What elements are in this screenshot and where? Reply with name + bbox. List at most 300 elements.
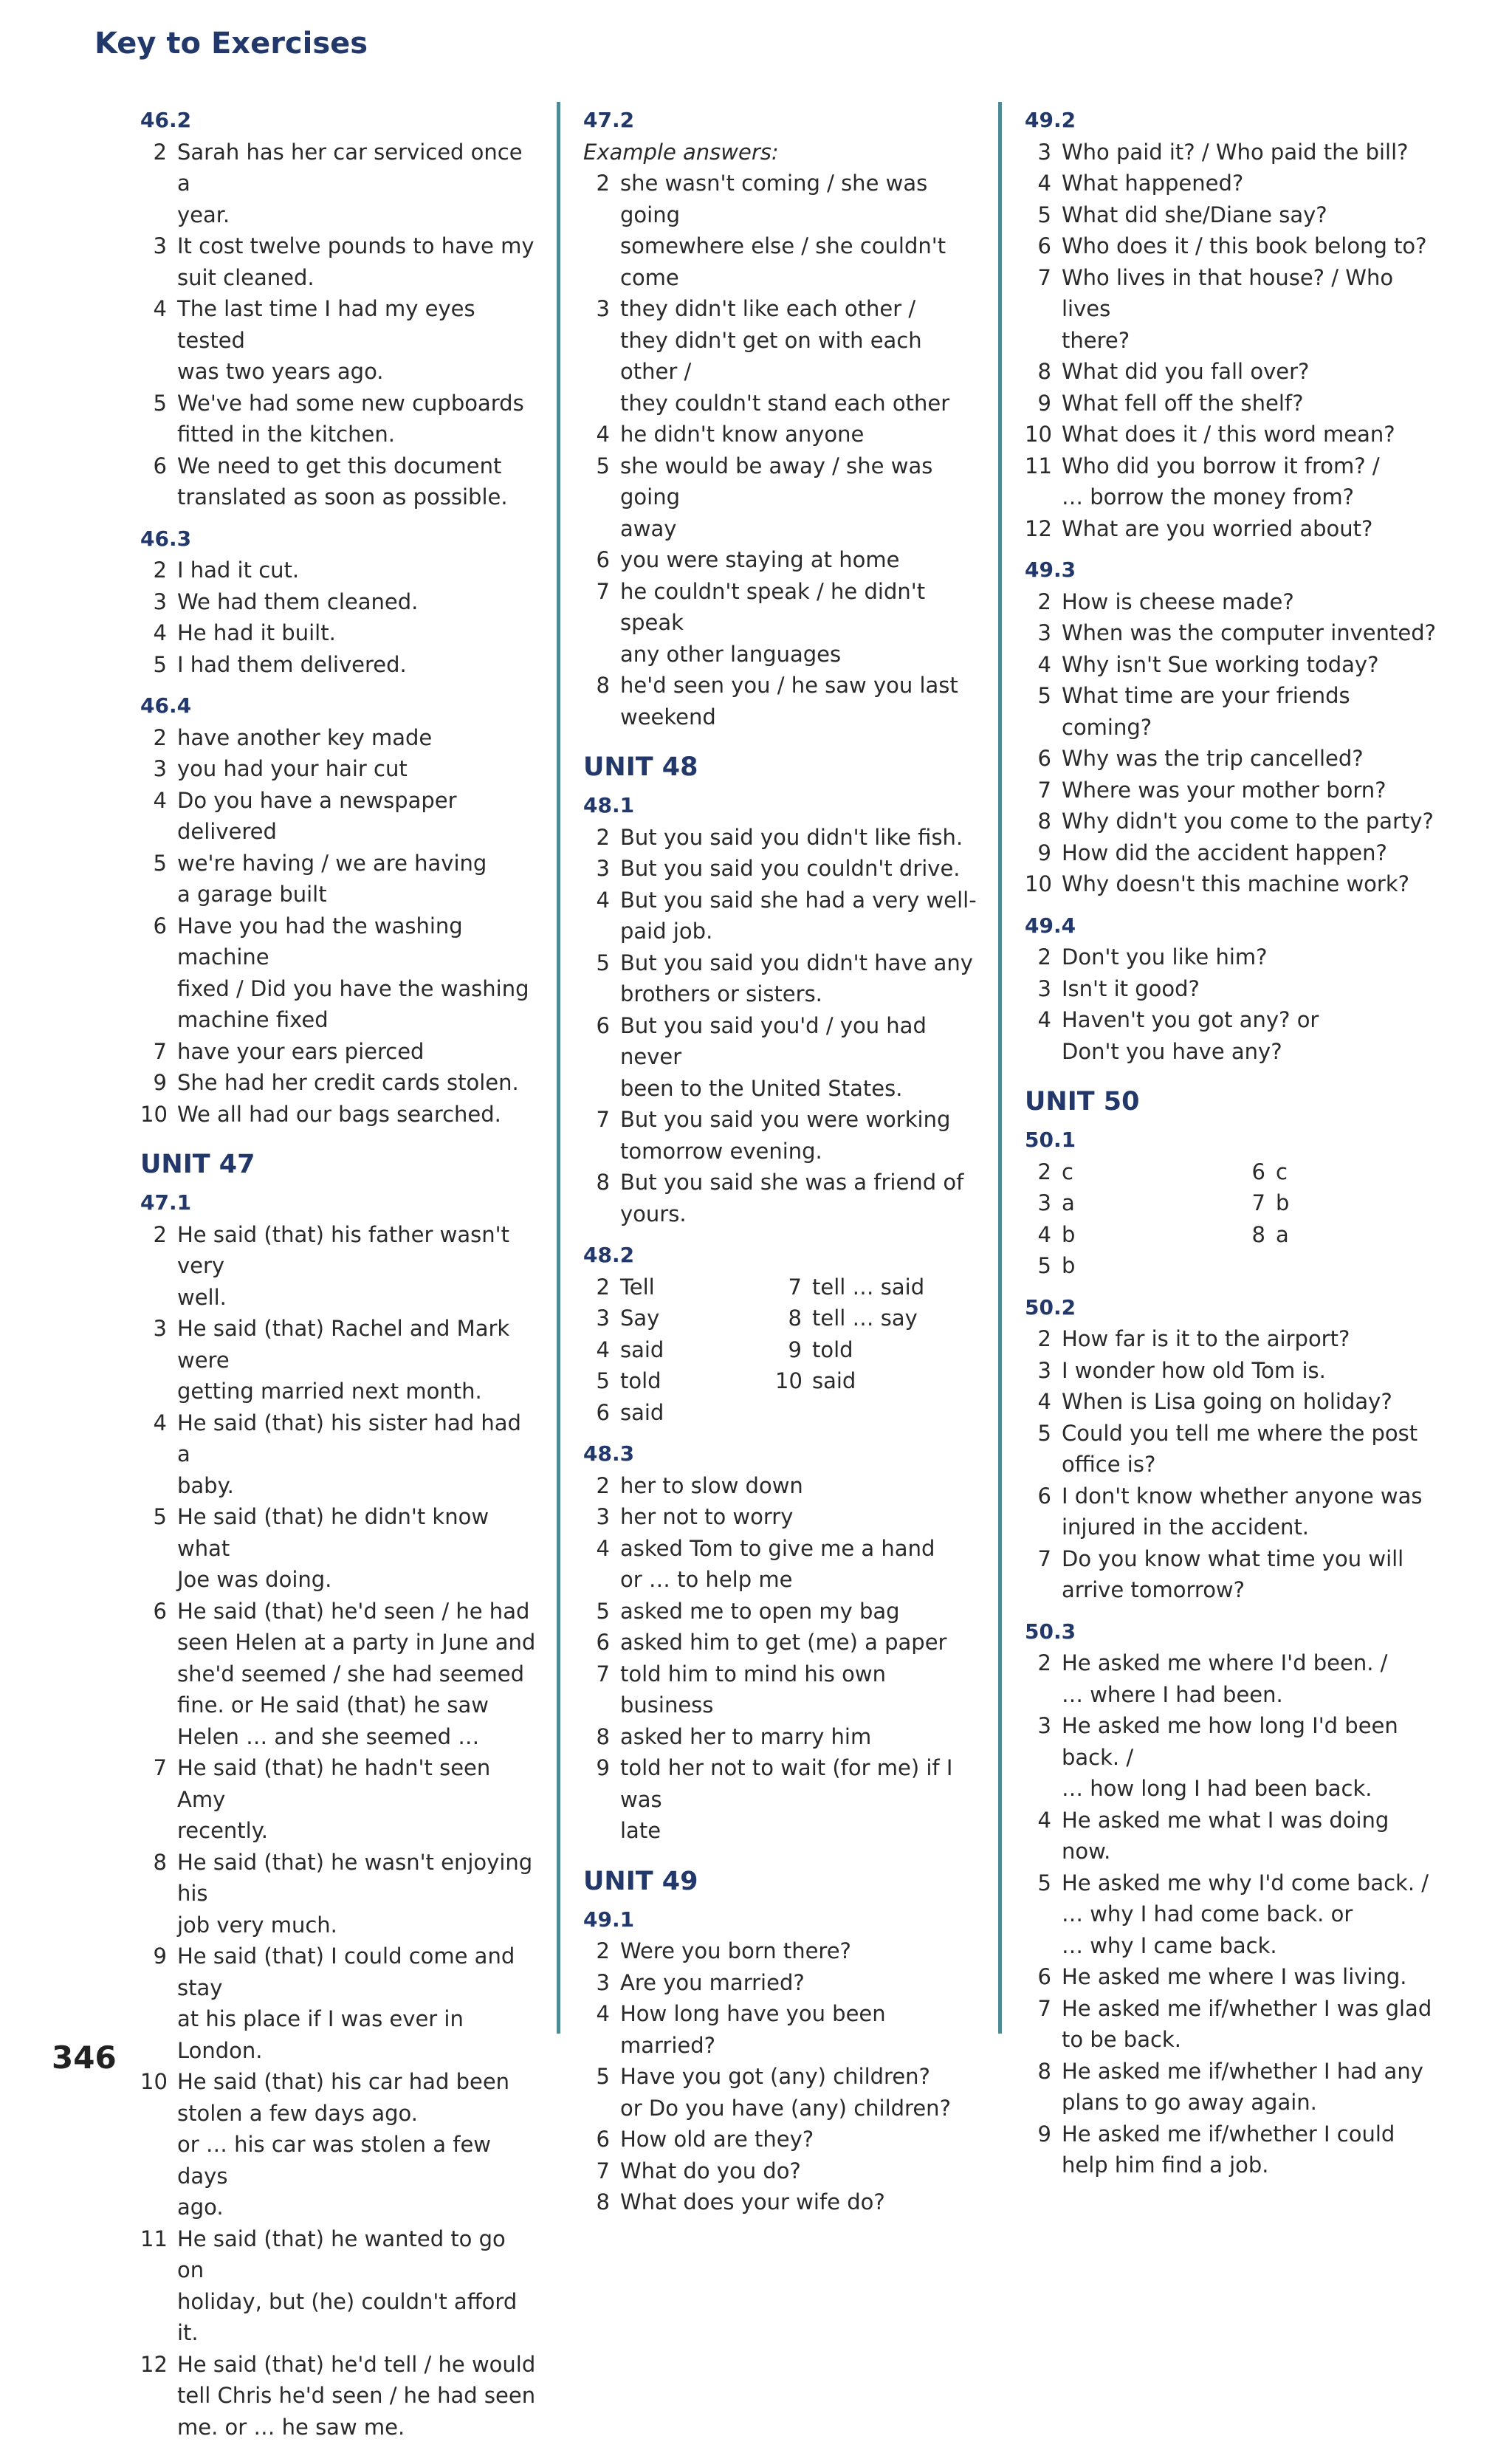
- answer-text: I don't know whether anyone was: [1062, 1483, 1423, 1509]
- answer-text: help him find a job.: [1062, 2152, 1269, 2178]
- answer-text: her to slow down: [620, 1472, 803, 1498]
- answer-number: [1025, 481, 1062, 513]
- answer-text: What time are your friends coming?: [1062, 683, 1350, 740]
- answer-line: [140, 617, 539, 649]
- answer-text: Who did you borrow it from? /: [1062, 453, 1380, 478]
- answer-text: Do you have a newspaper delivered: [177, 787, 457, 844]
- answer-column-left: [1025, 1156, 1239, 1282]
- answer-line: [140, 1376, 539, 1407]
- answer-text: What are you worried about?: [1062, 515, 1373, 541]
- answer-text: job very much.: [177, 1912, 337, 1938]
- answer-line: [140, 2066, 539, 2098]
- exercise-number: 50.1: [1025, 1128, 1076, 1152]
- answer-text: He asked me if/whether I had any: [1062, 2058, 1423, 2084]
- answer-line: [140, 2129, 539, 2192]
- answer-line: [583, 1010, 982, 1073]
- answer-text: fine. or He said (that) he saw: [177, 1692, 489, 1718]
- answer-line: [583, 544, 982, 576]
- answer-text: they didn't get on with each other /: [620, 327, 922, 384]
- answer-number: 9: [153, 1070, 167, 1095]
- answer-line: [140, 2003, 539, 2066]
- answer-text: fitted in the kitchen.: [177, 422, 395, 447]
- answer-number: [140, 1627, 177, 1658]
- exercise-number: 47.1: [140, 1190, 192, 1215]
- answer-number: 12: [1025, 515, 1052, 541]
- answer-line: [583, 1501, 982, 1533]
- answer-number: 6: [596, 547, 610, 572]
- answer-number: [583, 701, 620, 733]
- answer-number: 10: [1025, 871, 1052, 896]
- answer-line: [1025, 1036, 1438, 1068]
- answer-line: [140, 1627, 539, 1658]
- answer-column-right: [1239, 1156, 1453, 1282]
- answer-line: [1025, 617, 1438, 649]
- answer-number: 4: [153, 787, 167, 813]
- answer-line: [1025, 356, 1438, 388]
- answer-line: [583, 419, 982, 450]
- answer-number: [140, 1815, 177, 1847]
- answer-number: [1025, 1679, 1062, 1711]
- answer-number: 5: [1037, 202, 1051, 227]
- answer-number: 9: [788, 1337, 802, 1362]
- answer-number: [583, 388, 620, 419]
- answer-line: [1025, 1156, 1239, 1188]
- answer-text: Why doesn't this machine work?: [1062, 871, 1410, 896]
- answer-line: [583, 916, 982, 947]
- answer-text: or … to help me: [620, 1567, 793, 1592]
- answer-text: … why I came back.: [1062, 1932, 1277, 1958]
- answer-text: Who lives in that house? / Who lives: [1062, 264, 1394, 321]
- answer-line: [1025, 513, 1438, 545]
- answer-number: 3: [596, 296, 610, 321]
- answer-line: [140, 2098, 539, 2130]
- answer-number: 3: [1037, 1357, 1051, 1383]
- answer-number: [583, 513, 620, 545]
- answer-text: she'd seemed / she had seemed: [177, 1661, 525, 1687]
- answer-text: What does it / this word mean?: [1062, 422, 1395, 447]
- answer-number: 11: [140, 2226, 168, 2251]
- answer-number: 3: [153, 233, 167, 258]
- exercise-48-2: [583, 1240, 982, 1428]
- answer-line: [1025, 806, 1438, 837]
- answer-number: 4: [1037, 1807, 1051, 1833]
- answer-line: [140, 1067, 539, 1099]
- answer-number: 8: [596, 673, 610, 698]
- exercise-50-2: [1025, 1292, 1438, 1606]
- exercise-number: 46.4: [140, 693, 192, 718]
- answer-line: [1025, 1187, 1239, 1219]
- answer-number: 6: [153, 1598, 167, 1624]
- answer-number: [140, 1282, 177, 1314]
- answer-line: [140, 2412, 539, 2443]
- answer-line: [1025, 1679, 1438, 1711]
- answer-text: Isn't it good?: [1062, 975, 1200, 1001]
- answer-text: He asked me if/whether I was glad: [1062, 1995, 1432, 2021]
- answer-line: [1025, 2118, 1438, 2150]
- answer-number: 6: [596, 1012, 610, 1038]
- answer-number: [1025, 2087, 1062, 2118]
- answer-text: … where I had been.: [1062, 1681, 1283, 1707]
- answer-line: [1025, 649, 1438, 681]
- answer-line: [583, 2155, 982, 2187]
- answer-number: 3: [153, 1316, 167, 1341]
- answer-line: [583, 325, 982, 388]
- answer-line: [1025, 419, 1438, 450]
- column-divider-2: [998, 102, 1002, 2034]
- answer-text: He said (that) his car had been: [177, 2069, 510, 2094]
- answer-number: [1025, 1898, 1062, 1930]
- answer-text: brothers or sisters.: [620, 981, 822, 1006]
- answer-text: He had it built.: [177, 620, 336, 645]
- answer-number: [583, 325, 620, 388]
- answer-line: [583, 2061, 982, 2093]
- answer-line: [1025, 230, 1438, 262]
- answer-line: [140, 1407, 539, 1470]
- answer-line: [583, 701, 982, 733]
- answer-number: 8: [1037, 809, 1051, 834]
- answer-line: [140, 2380, 539, 2412]
- answer-line: [583, 2186, 982, 2218]
- answer-text: I wonder how old Tom is.: [1062, 1357, 1326, 1383]
- answer-text: Sarah has her car serviced once a: [177, 139, 523, 196]
- answer-number: 4: [153, 1410, 167, 1435]
- answer-text: suit cleaned.: [177, 264, 315, 290]
- answer-line: [140, 848, 539, 879]
- answer-text: He asked me where I was living.: [1062, 1964, 1407, 1989]
- answer-line: [1239, 1219, 1453, 1251]
- answer-line: [140, 2286, 539, 2349]
- answer-text: When was the computer invented?: [1062, 620, 1437, 645]
- answer-text: I had them delivered.: [177, 651, 407, 677]
- answer-text: or Do you have (any) children?: [620, 2095, 951, 2121]
- answer-line: [583, 1136, 982, 1167]
- exercise-number: 49.3: [1025, 558, 1076, 582]
- answer-line: [140, 481, 539, 513]
- answer-text: What fell off the shelf?: [1062, 390, 1304, 416]
- answer-text: you had your hair cut: [177, 756, 408, 781]
- answer-text: Why didn't you come to the party?: [1062, 809, 1434, 834]
- answer-number: [140, 2098, 177, 2130]
- answer-number: [140, 879, 177, 910]
- answer-line: [140, 262, 539, 294]
- answer-number: 8: [596, 1723, 610, 1749]
- answer-number: 2: [1037, 589, 1051, 614]
- answer-line: [583, 450, 982, 513]
- answer-text: arrive tomorrow?: [1062, 1577, 1245, 1602]
- answer-number: 7: [596, 578, 610, 604]
- answer-text: How far is it to the airport?: [1062, 1326, 1350, 1351]
- answer-number: [1025, 1773, 1062, 1805]
- answer-line: [140, 1689, 539, 1721]
- answer-number: 4: [1037, 1221, 1051, 1247]
- exercise-number: 46.2: [140, 108, 192, 132]
- answer-number: 7: [788, 1274, 802, 1300]
- answer-grid: [583, 1272, 982, 1429]
- answer-text: But you said she had a very well-: [620, 887, 977, 913]
- answer-text: We've had some new cupboards: [177, 390, 524, 416]
- answer-number: 6: [596, 2127, 610, 2152]
- answer-number: 5: [1037, 1420, 1051, 1446]
- answer-line: [583, 1564, 982, 1596]
- answer-text: said: [812, 1368, 856, 1393]
- exercise-49-2: [1025, 105, 1438, 544]
- answer-text: What did you fall over?: [1062, 359, 1310, 384]
- answer-text: b: [1276, 1190, 1290, 1215]
- answer-line: [140, 356, 539, 388]
- exercise-number: 50.2: [1025, 1294, 1076, 1320]
- answer-number: [140, 2003, 177, 2066]
- answer-line: [1025, 1250, 1239, 1282]
- exercise-48-3: [583, 1438, 982, 1847]
- answer-line: [1025, 2056, 1438, 2087]
- answer-number: [1025, 2024, 1062, 2056]
- answer-line: [583, 1167, 982, 1198]
- answer-text: ago.: [177, 2195, 224, 2220]
- column-3: [1025, 105, 1438, 2192]
- answer-text: He asked me why I'd come back. /: [1062, 1870, 1429, 1896]
- answer-text: c: [1062, 1159, 1073, 1184]
- answer-text: … borrow the money from?: [1062, 484, 1355, 510]
- answer-text: been to the United States.: [620, 1075, 903, 1101]
- answer-number: 3: [1037, 620, 1051, 645]
- answer-text: a: [1276, 1221, 1289, 1247]
- answer-number: 7: [153, 1755, 167, 1780]
- answer-text: What does your wife do?: [620, 2189, 885, 2214]
- answer-number: 5: [596, 1368, 610, 1393]
- exercise-number: 49.4: [1025, 913, 1076, 938]
- answer-number: [583, 1564, 620, 1596]
- answer-line: [583, 1303, 775, 1334]
- answer-number: 2: [153, 558, 167, 583]
- answer-line: [583, 1596, 982, 1627]
- answer-line: [1025, 1574, 1438, 1606]
- answer-line: [140, 137, 539, 199]
- answer-number: 5: [1037, 1253, 1051, 1278]
- answer-line: [583, 1365, 775, 1397]
- exercise-number: 48.2: [583, 1243, 635, 1267]
- answer-line: [1025, 837, 1438, 869]
- answer-line: [140, 1910, 539, 1941]
- answer-text: We need to get this document: [177, 453, 502, 478]
- answer-number: [583, 1073, 620, 1105]
- answer-line: [583, 978, 982, 1010]
- answer-number: 4: [596, 422, 610, 447]
- answer-text: asked her to marry him: [620, 1723, 872, 1749]
- answer-number: 8: [1251, 1221, 1265, 1247]
- answer-number: 8: [153, 1849, 167, 1875]
- answer-text: yours.: [620, 1201, 687, 1226]
- answer-text: year.: [177, 202, 230, 227]
- answer-text: recently.: [177, 1818, 268, 1843]
- answer-text: she wasn't coming / she was going: [620, 171, 928, 227]
- answer-number: [1025, 325, 1062, 357]
- answer-number: 5: [153, 1504, 167, 1529]
- answer-line: [583, 885, 982, 916]
- page-number: 346: [52, 2039, 117, 2076]
- answer-text: Were you born there?: [620, 1938, 851, 1963]
- answer-number: 10: [1025, 422, 1052, 447]
- answer-text: But you said you'd / you had never: [620, 1012, 927, 1069]
- answer-text: Who does it / this book belong to?: [1062, 233, 1427, 258]
- answer-number: [140, 2286, 177, 2349]
- answer-number: 5: [596, 1598, 610, 1624]
- answer-line: [140, 879, 539, 910]
- answer-number: 5: [1037, 1870, 1051, 1896]
- answer-line: [1025, 1418, 1438, 1450]
- answer-number: 7: [1037, 1995, 1051, 2021]
- answer-number: 3: [1037, 1713, 1051, 1738]
- answer-text: we're having / we are having: [177, 850, 487, 876]
- answer-line: [140, 2192, 539, 2223]
- answer-line: [583, 1272, 775, 1303]
- answer-line: [583, 1104, 982, 1136]
- answer-text: away: [620, 515, 677, 541]
- exercise-number: 49.2: [1025, 108, 1076, 132]
- answer-text: they couldn't stand each other: [620, 390, 950, 416]
- answer-line: [775, 1334, 967, 1366]
- answer-line: [1025, 1219, 1239, 1251]
- answer-text: Could you tell me where the post: [1062, 1420, 1418, 1446]
- answer-line: [583, 1533, 982, 1565]
- answer-number: 2: [153, 139, 167, 165]
- answer-text: a: [1062, 1190, 1075, 1215]
- answer-line: [1025, 1647, 1438, 1679]
- answer-line: [583, 513, 982, 545]
- answer-text: We all had our bags searched.: [177, 1101, 501, 1127]
- answer-text: He said (that) he didn't know what: [177, 1504, 489, 1561]
- answer-number: [140, 2192, 177, 2223]
- answer-number: 2: [153, 1221, 167, 1247]
- answer-number: 2: [596, 1938, 610, 1963]
- exercise-46-2: [140, 105, 539, 513]
- unit-47-heading: UNIT 47: [140, 1150, 255, 1179]
- answer-number: 8: [1037, 359, 1051, 384]
- answer-line: [1025, 2024, 1438, 2056]
- answer-line: [583, 230, 982, 293]
- answer-line: [140, 230, 539, 262]
- answer-line: [583, 1721, 982, 1753]
- answer-line: [140, 649, 539, 681]
- answer-text: Do you know what time you will: [1062, 1545, 1404, 1571]
- answer-number: [583, 1136, 620, 1167]
- answer-number: 7: [1037, 777, 1051, 803]
- answer-line: [583, 2093, 982, 2124]
- answer-number: 5: [596, 950, 610, 975]
- answer-text: seen Helen at a party in June and: [177, 1630, 536, 1655]
- answer-line: [1025, 1898, 1438, 1930]
- answer-number: 6: [153, 453, 167, 478]
- answer-number: 8: [596, 1170, 610, 1195]
- column-1: [140, 105, 539, 2453]
- answer-text: How long have you been married?: [620, 2001, 886, 2058]
- answer-line: [140, 1752, 539, 1815]
- answer-number: 2: [596, 1274, 610, 1300]
- answer-text: said: [620, 1337, 664, 1362]
- answer-text: said: [620, 1399, 664, 1425]
- answer-text: Helen … and she seemed …: [177, 1723, 480, 1749]
- answer-text: somewhere else / she couldn't come: [620, 233, 946, 290]
- answer-line: [140, 419, 539, 450]
- exercise-49-4: [1025, 910, 1438, 1068]
- answer-number: [140, 1470, 177, 1502]
- answer-text: He asked me if/whether I could: [1062, 2121, 1395, 2147]
- answer-text: they didn't like each other /: [620, 296, 916, 321]
- answer-line: [140, 586, 539, 618]
- answer-number: 7: [596, 1661, 610, 1687]
- answer-text: But you said she was a friend of: [620, 1170, 964, 1195]
- answer-grid: [1025, 1156, 1438, 1282]
- answer-number: [140, 1910, 177, 1941]
- answer-number: 6: [153, 913, 167, 939]
- answer-line: [1025, 450, 1438, 482]
- answer-number: 2: [596, 171, 610, 196]
- column-2: [583, 105, 982, 2229]
- answer-number: [583, 978, 620, 1010]
- answer-line: [583, 576, 982, 639]
- answer-text: b: [1062, 1221, 1076, 1247]
- answer-number: 9: [1037, 840, 1051, 865]
- answer-number: 4: [596, 1535, 610, 1561]
- answer-number: 12: [140, 2351, 168, 2377]
- answer-line: [583, 1752, 982, 1815]
- answer-text: Who paid it? / Who paid the bill?: [1062, 139, 1409, 165]
- answer-text: Don't you have any?: [1062, 1038, 1282, 1064]
- answer-number: 9: [153, 1943, 167, 1969]
- answer-line: [140, 1596, 539, 1627]
- unit-48-heading: UNIT 48: [583, 752, 698, 782]
- answer-line: [1025, 1710, 1438, 1773]
- answer-line: [140, 722, 539, 754]
- answer-text: How did the accident happen?: [1062, 840, 1387, 865]
- answer-number: 10: [140, 1101, 168, 1127]
- answer-text: to be back.: [1062, 2027, 1181, 2052]
- answer-text: told: [812, 1337, 853, 1362]
- answer-number: 6: [1037, 1483, 1051, 1509]
- answer-line: [583, 1815, 982, 1847]
- answer-line: [583, 1470, 982, 1502]
- answer-number: [140, 1376, 177, 1407]
- answer-text: she would be away / she was going: [620, 453, 933, 510]
- exercise-46-4: [140, 690, 539, 1130]
- answer-text: her not to worry: [620, 1504, 794, 1529]
- answer-text: any other languages: [620, 641, 842, 667]
- exercise-number: 50.3: [1025, 1619, 1076, 1644]
- answer-line: [1025, 1930, 1438, 1962]
- answer-number: 7: [153, 1038, 167, 1064]
- answer-line: [583, 168, 982, 230]
- answer-text: asked him to get (me) a paper: [620, 1630, 947, 1655]
- exercise-number: 48.3: [583, 1441, 635, 1466]
- answer-text: baby.: [177, 1472, 234, 1498]
- answer-line: [140, 1282, 539, 1314]
- answer-text: He said (that) he wasn't enjoying his: [177, 1849, 533, 1906]
- answer-line: [1025, 1323, 1438, 1355]
- answer-line: [583, 639, 982, 670]
- answer-number: 7: [1251, 1190, 1265, 1215]
- answer-number: 7: [1037, 264, 1051, 290]
- answer-line: [140, 753, 539, 785]
- answer-line: [1025, 481, 1438, 513]
- answer-number: 5: [596, 2064, 610, 2089]
- answer-line: [775, 1272, 967, 1303]
- answer-line: [140, 388, 539, 419]
- answer-text: … why I had come back. or: [1062, 1901, 1353, 1927]
- answer-number: [1025, 1574, 1062, 1606]
- answer-line: [1025, 1805, 1438, 1867]
- answer-number: [140, 1658, 177, 1690]
- answer-line: [140, 293, 539, 356]
- answer-line: [1025, 1993, 1438, 2025]
